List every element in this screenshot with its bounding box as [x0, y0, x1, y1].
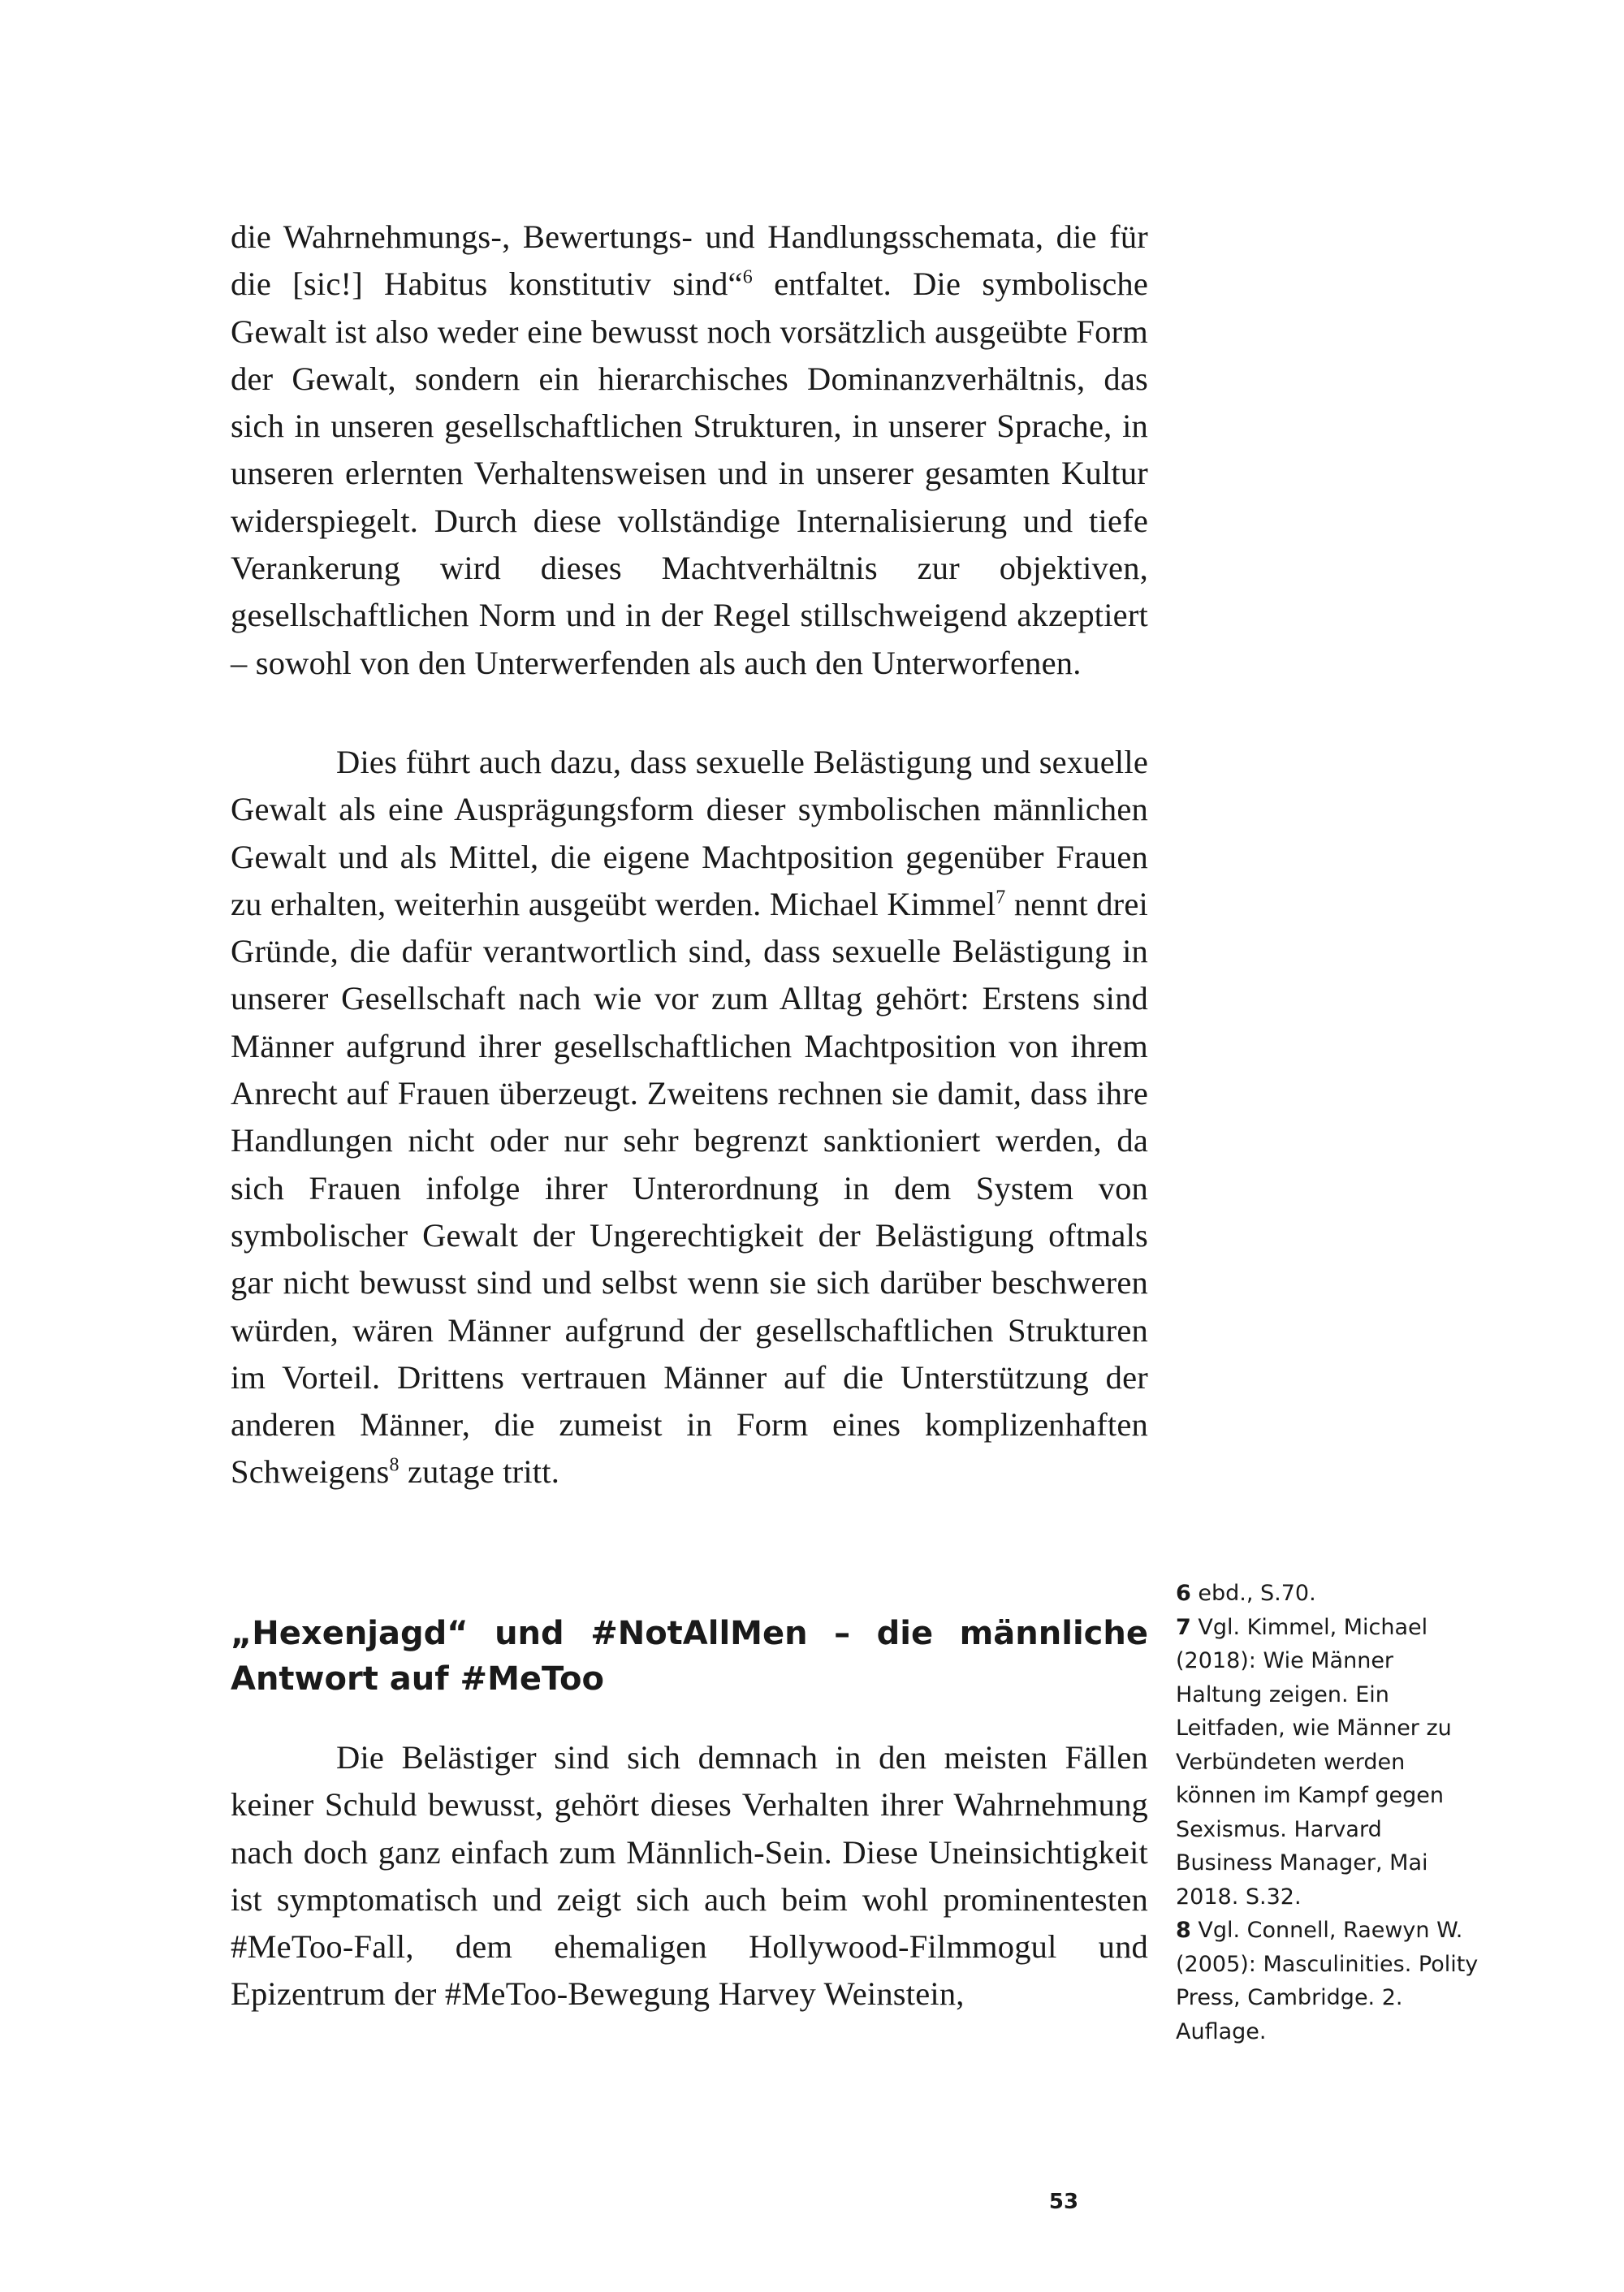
body-paragraph-3 — [231, 1734, 1148, 2018]
paragraph-text: entfaltet. Die symbolische Gewalt ist also weder eine bewusst noch vorsätzlich ausgeübte Form der Gewalt, sondern ein hierarchisches Dominanzverhältnis, das sich in unseren gesellschaftlichen Strukturen, in unserer Sprache, in unseren erlernten Verhaltensweisen und in unserer gesamten Kultur widerspiegelt. Durch diese vollständige Internalisierung und tiefe Verankerung wird dieses Machtverhältnis zur objektiven, gesellschaftlichen Norm und in der Regel stillschweigend akzeptiert – sowohl von den Unterwerfenden als auch den Unterworfenen. — [231, 265, 1149, 681]
paragraph-text: Die Belästiger sind sich demnach in den meisten Fällen keiner Schuld bewusst, gehört dieses Verhalten ihrer Wahrnehmung nach doch ganz einfach zum Männlich-Sein. Diese Uneinsichtigkeit ist symptomatisch und zeigt sich auch beim wohl prominentesten #MeToo-Fall, dem ehemaligen Hollywood-Filmmogul und Epizentrum der #MeToo-Bewegung Harvey Weinstein, — [231, 1739, 1148, 2013]
footnote-8 — [1176, 1914, 1484, 2048]
footnotes — [1176, 1577, 1484, 2048]
paragraph-text: die Wahrnehmungs-, Bewertungs- und Handlungsschemata, die für die [sic!] Habitus konstitutiv sind“ — [231, 218, 1148, 303]
paragraph-text: zutage tritt. — [399, 1453, 560, 1491]
footnote-ref-7[interactable]: 7 — [996, 887, 1006, 909]
footnote-ref-6[interactable]: 6 — [742, 266, 753, 288]
body-paragraph-2 — [231, 739, 1148, 1496]
footnote-text: ebd., S.70. — [1190, 1581, 1316, 1606]
footnote-7 — [1176, 1611, 1484, 1914]
paragraph-text: nennt drei Gründe, die dafür verantwortlich sind, dass sexuelle Belästigung in unserer Gesellschaft nach wie vor zum Alltag gehört: Erstens sind Männer aufgrund ihrer gesellschaftlichen Machtposition von ihrem Anrecht auf Frauen überzeugt. Zweitens rechnen sie damit, dass ihre Handlungen nicht oder nur sehr begrenzt sanktioniert werden, da sich Frauen infolge ihrer Unterordnung in dem System von symbolischer Gewalt der Ungerechtigkeit der Belästigung oftmals gar nicht bewusst sind und selbst wenn sie sich darüber beschweren würden, wären Männer aufgrund der gesellschaftlichen Strukturen im Vorteil. Drittens vertrauen Männer auf die Unterstützung der anderen Männer, die zumeist in Form eines komplizenhaften Schweigens — [231, 885, 1148, 1491]
footnote-text: Vgl. Kimmel, Michael (2018): Wie Männer Haltung zeigen. Ein Leitfaden, wie Männer zu Verbündeten werden können im Kampf gegen Sexismus. Harvard Business Manager, Mai 2018. S.32. — [1176, 1614, 1452, 1910]
footnote-number: 6 — [1176, 1581, 1191, 1606]
footnote-text: Vgl. Connell, Raewyn W. (2005): Masculinities. Polity Press, Cambridge. 2. Auflage. — [1176, 1918, 1479, 2044]
footnote-number: 7 — [1176, 1614, 1191, 1640]
paragraph-text: Dies führt auch dazu, dass sexuelle Belästigung und sexuelle Gewalt als eine Ausprägungsform dieser symbolischen männlichen Gewalt und als Mittel, die eigene Machtposition gegenüber Frauen zu erhalten, weiterhin ausgeübt werden. Michael Kimmel — [231, 744, 1148, 922]
body-paragraph-1 — [231, 214, 1148, 687]
section-heading: „Hexenjagd“ und #NotAllMen – die männliche Antwort auf #MeToo — [231, 1615, 1148, 1698]
footnote-6 — [1176, 1577, 1484, 1611]
footnote-ref-8[interactable]: 8 — [389, 1454, 400, 1476]
footnote-number: 8 — [1176, 1918, 1191, 1943]
page-number: 53 — [1048, 2190, 1079, 2214]
